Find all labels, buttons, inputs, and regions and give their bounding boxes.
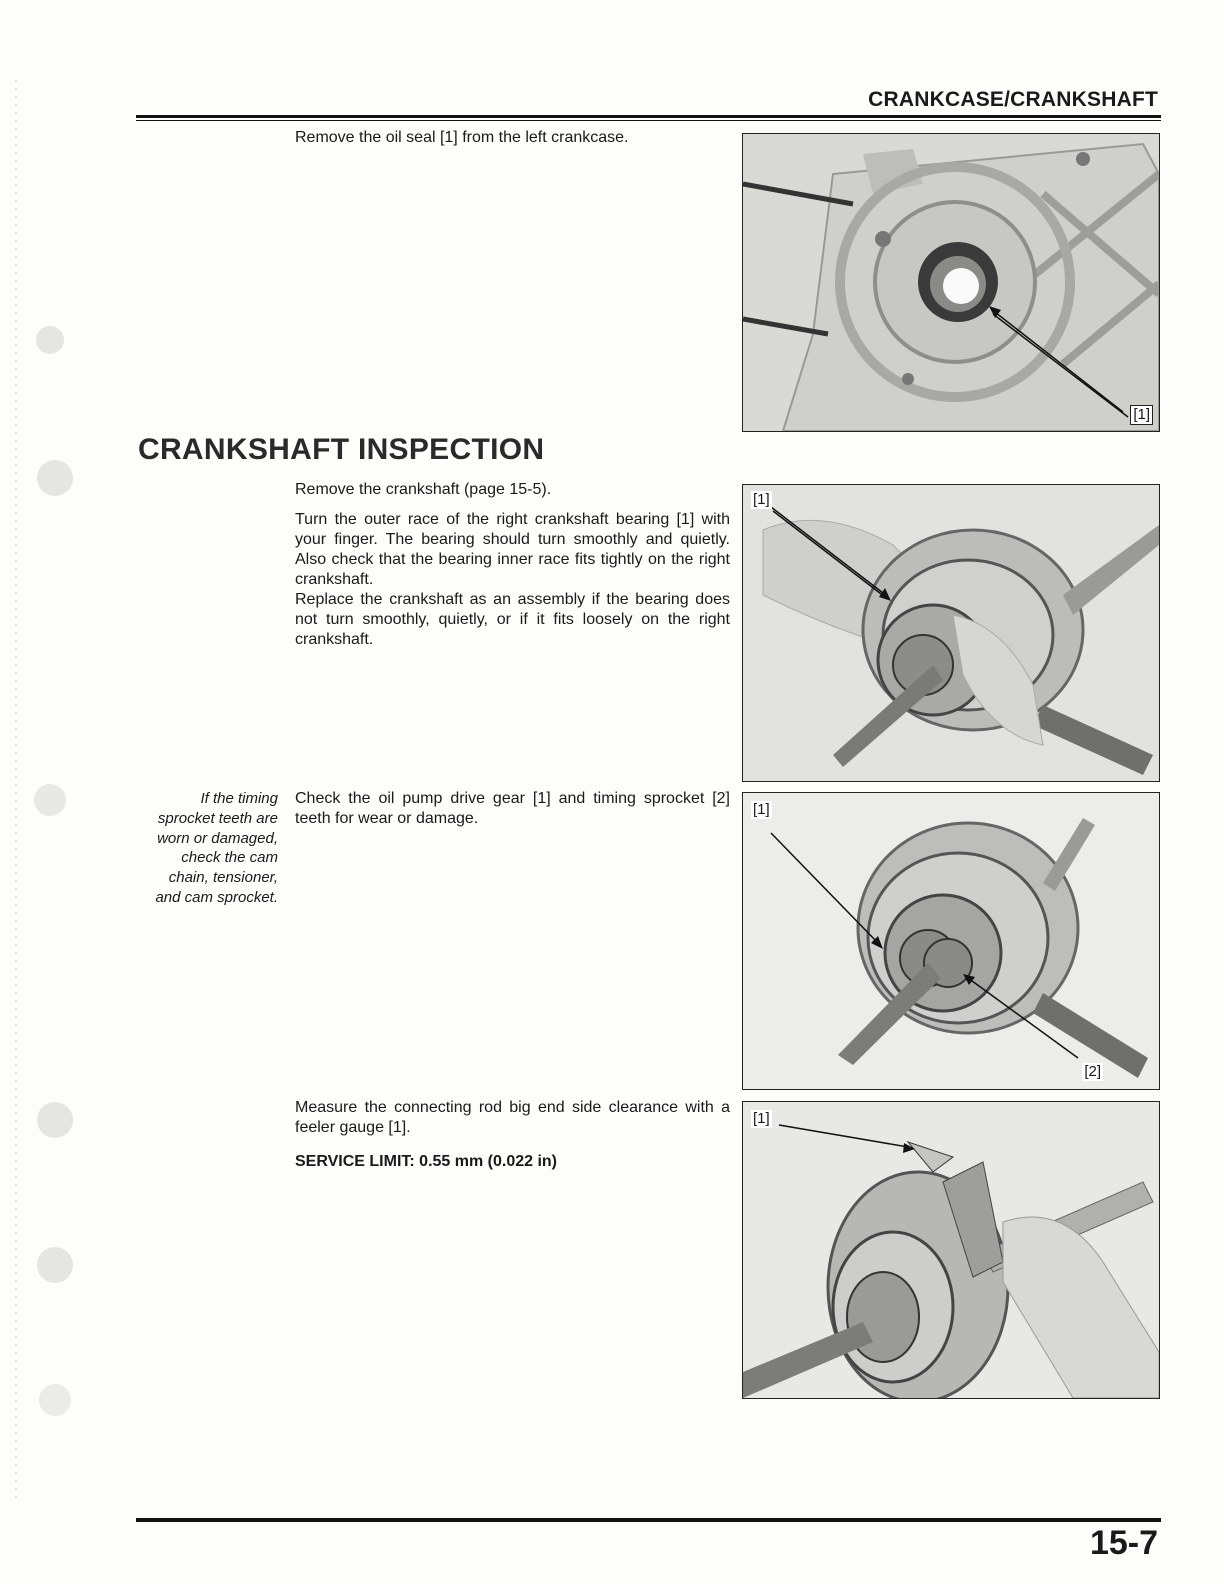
callout-feeler-gauge: [1] bbox=[753, 1110, 770, 1127]
step-bearing-replace: Replace the crankshaft as an assembly if the bearing does not turn smoothly, quietly, or if it fits loosely on the right crankshaft. bbox=[295, 591, 730, 648]
section-title: CRANKSHAFT INSPECTION bbox=[138, 433, 545, 466]
side-note-timing-sprocket: If the timing sprocket teeth are worn or damaged, check the cam chain, tensioner, and cam sprocket. bbox=[155, 790, 278, 906]
gear-photo bbox=[743, 793, 1159, 1089]
scan-margin-marks bbox=[0, 0, 90, 1584]
step-remove-oil-seal: Remove the oil seal [1] from the left crankcase. bbox=[295, 129, 629, 146]
bearing-photo bbox=[743, 485, 1159, 781]
step-check-gears: Check the oil pump drive gear [1] and timing sprocket [2] teeth for wear or damage. bbox=[295, 790, 730, 827]
step-remove-crankshaft: Remove the crankshaft (page 15-5). bbox=[295, 481, 552, 498]
callout-oil-pump-gear: [1] bbox=[753, 801, 770, 818]
running-header: CRANKCASE/CRANKSHAFT bbox=[868, 88, 1158, 111]
callout-oil-seal: [1] bbox=[1130, 405, 1153, 425]
callout-bearing: [1] bbox=[753, 491, 770, 508]
figure-bearing-inspection bbox=[742, 484, 1160, 782]
crankcase-photo bbox=[743, 134, 1159, 431]
figure-left-crankcase bbox=[742, 133, 1160, 432]
figure-feeler-gauge bbox=[742, 1101, 1160, 1399]
page-number: 15-7 bbox=[1089, 1524, 1158, 1562]
figure-gear-inspection bbox=[742, 792, 1160, 1090]
step-bearing-check: Turn the outer race of the right crankshaft bearing [1] with your finger. The bearing should turn smoothly and quietly. Also check that the bearing inner race fits tightly on the right crankshaft. bbox=[295, 511, 730, 588]
service-limit: SERVICE LIMIT: 0.55 mm (0.022 in) bbox=[295, 1153, 558, 1170]
footer-rule bbox=[136, 1518, 1161, 1522]
step-measure-clearance: Measure the connecting rod big end side clearance with a feeler gauge [1]. bbox=[295, 1099, 730, 1136]
callout-timing-sprocket: [2] bbox=[1084, 1063, 1101, 1080]
header-rule-thin bbox=[136, 120, 1161, 121]
feeler-gauge-photo bbox=[743, 1102, 1159, 1398]
header-rule bbox=[136, 115, 1161, 118]
